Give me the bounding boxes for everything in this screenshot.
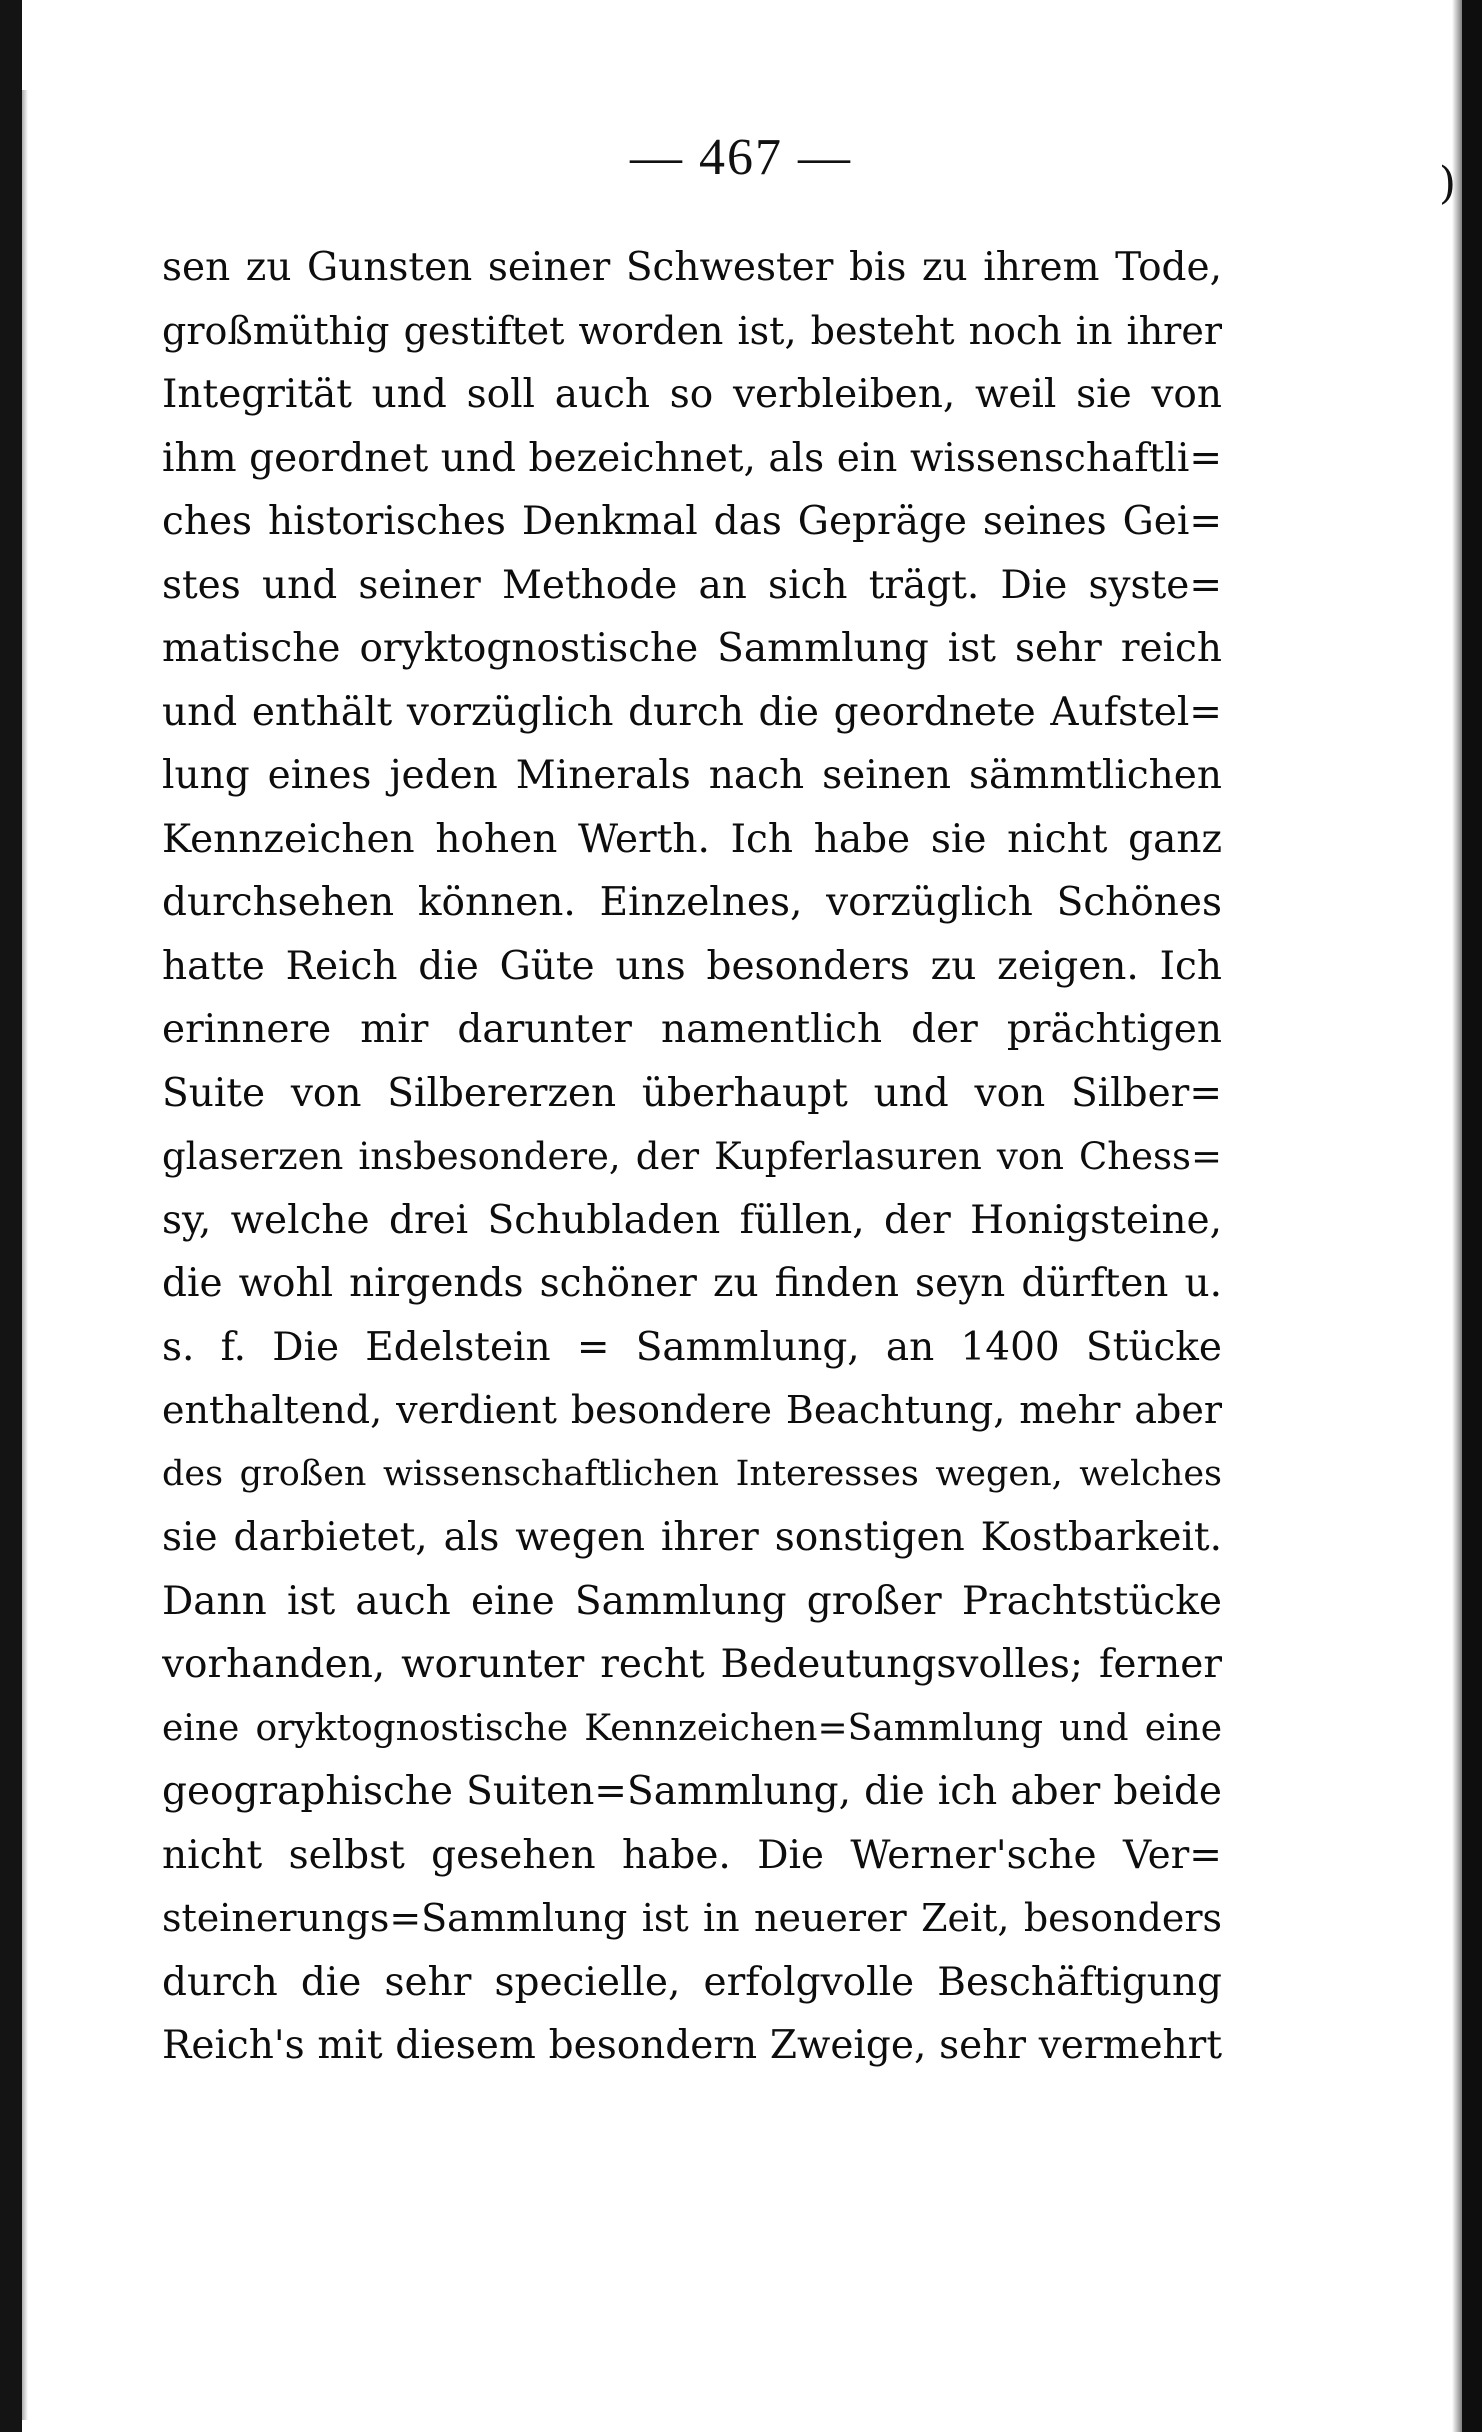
text-line: Kennzeichen hohen Werth. Ich habe sie nicht ganz	[162, 816, 1222, 862]
right-page-edge-shadow	[1452, 0, 1462, 2432]
text-line: ihm geordnet und bezeichnet, als ein wissenschaftli=	[162, 435, 1222, 481]
text-line: matische oryktognostische Sammlung ist sehr reich	[162, 626, 1222, 671]
text-line: großmüthig gestiftet worden ist, besteht noch in ihrer	[162, 308, 1222, 353]
text-line: Reich's mit diesem besondern Zweige, sehr vermehrt	[162, 2023, 1222, 2068]
text-line: steinerungs=Sammlung ist in neuerer Zeit, besonders	[162, 1896, 1222, 1940]
text-line: durchsehen können. Einzelnes, vorzüglich Schönes	[162, 880, 1222, 925]
left-scan-border	[0, 0, 22, 2432]
text-line: sy, welche drei Schubladen füllen, der Honigsteine,	[162, 1197, 1222, 1243]
text-line: stes und seiner Methode an sich trägt. Die syste=	[162, 562, 1222, 608]
text-line: und enthält vorzüglich durch die geordnete Aufstel=	[162, 689, 1222, 735]
left-page-edge-shadow	[22, 90, 28, 2420]
text-line: durch die sehr specielle, erfolgvolle Beschäftigung	[162, 1959, 1222, 2005]
text-line: erinnere mir darunter namentlich der prächtigen	[162, 1007, 1222, 1052]
text-line: vorhanden, worunter recht Bedeutungsvolles; ferner	[162, 1642, 1222, 1687]
right-scan-border	[1462, 0, 1482, 2432]
page-number: — 467 —	[630, 129, 852, 186]
text-line: s. f. Die Edelstein = Sammlung, an 1400 Stücke	[162, 1324, 1222, 1370]
text-line: geographische Suiten=Sammlung, die ich aber beide	[162, 1769, 1222, 1814]
text-line: des großen wissenschaftlichen Interesses wegen, welches	[162, 1453, 1222, 1494]
text-line: glaserzen insbesondere, der Kupferlasuren von Chess=	[162, 1135, 1222, 1178]
text-line: ches historisches Denkmal das Gepräge seines Gei=	[162, 499, 1222, 544]
text-line: Suite von Silbererzen überhaupt und von Silber=	[162, 1070, 1222, 1116]
text-line: sen zu Gunsten seiner Schwester bis zu ihrem Tode,	[162, 245, 1222, 290]
text-line: eine oryktognostische Kennzeichen=Sammlung und eine	[162, 1707, 1222, 1749]
body-text	[162, 236, 1222, 2078]
text-line: nicht selbst gesehen habe. Die Werner'sche Ver=	[162, 1832, 1222, 1878]
text-line: lung eines jeden Minerals nach seinen sämmtlichen	[162, 753, 1222, 798]
text-line: Dann ist auch eine Sammlung großer Prachtstücke	[162, 1578, 1222, 1624]
text-line: enthaltend, verdient besondere Beachtung, mehr aber	[162, 1388, 1222, 1432]
text-line: sie darbietet, als wegen ihrer sonstigen Kostbarkeit.	[162, 1515, 1222, 1560]
text-line: die wohl nirgends schöner zu finden seyn dürften u.	[162, 1261, 1222, 1306]
text-line: hatte Reich die Güte uns besonders zu zeigen. Ich	[162, 943, 1222, 989]
right-margin-mark: )	[1438, 158, 1456, 209]
text-line: Integrität und soll auch so verbleiben, weil sie von	[162, 372, 1222, 417]
